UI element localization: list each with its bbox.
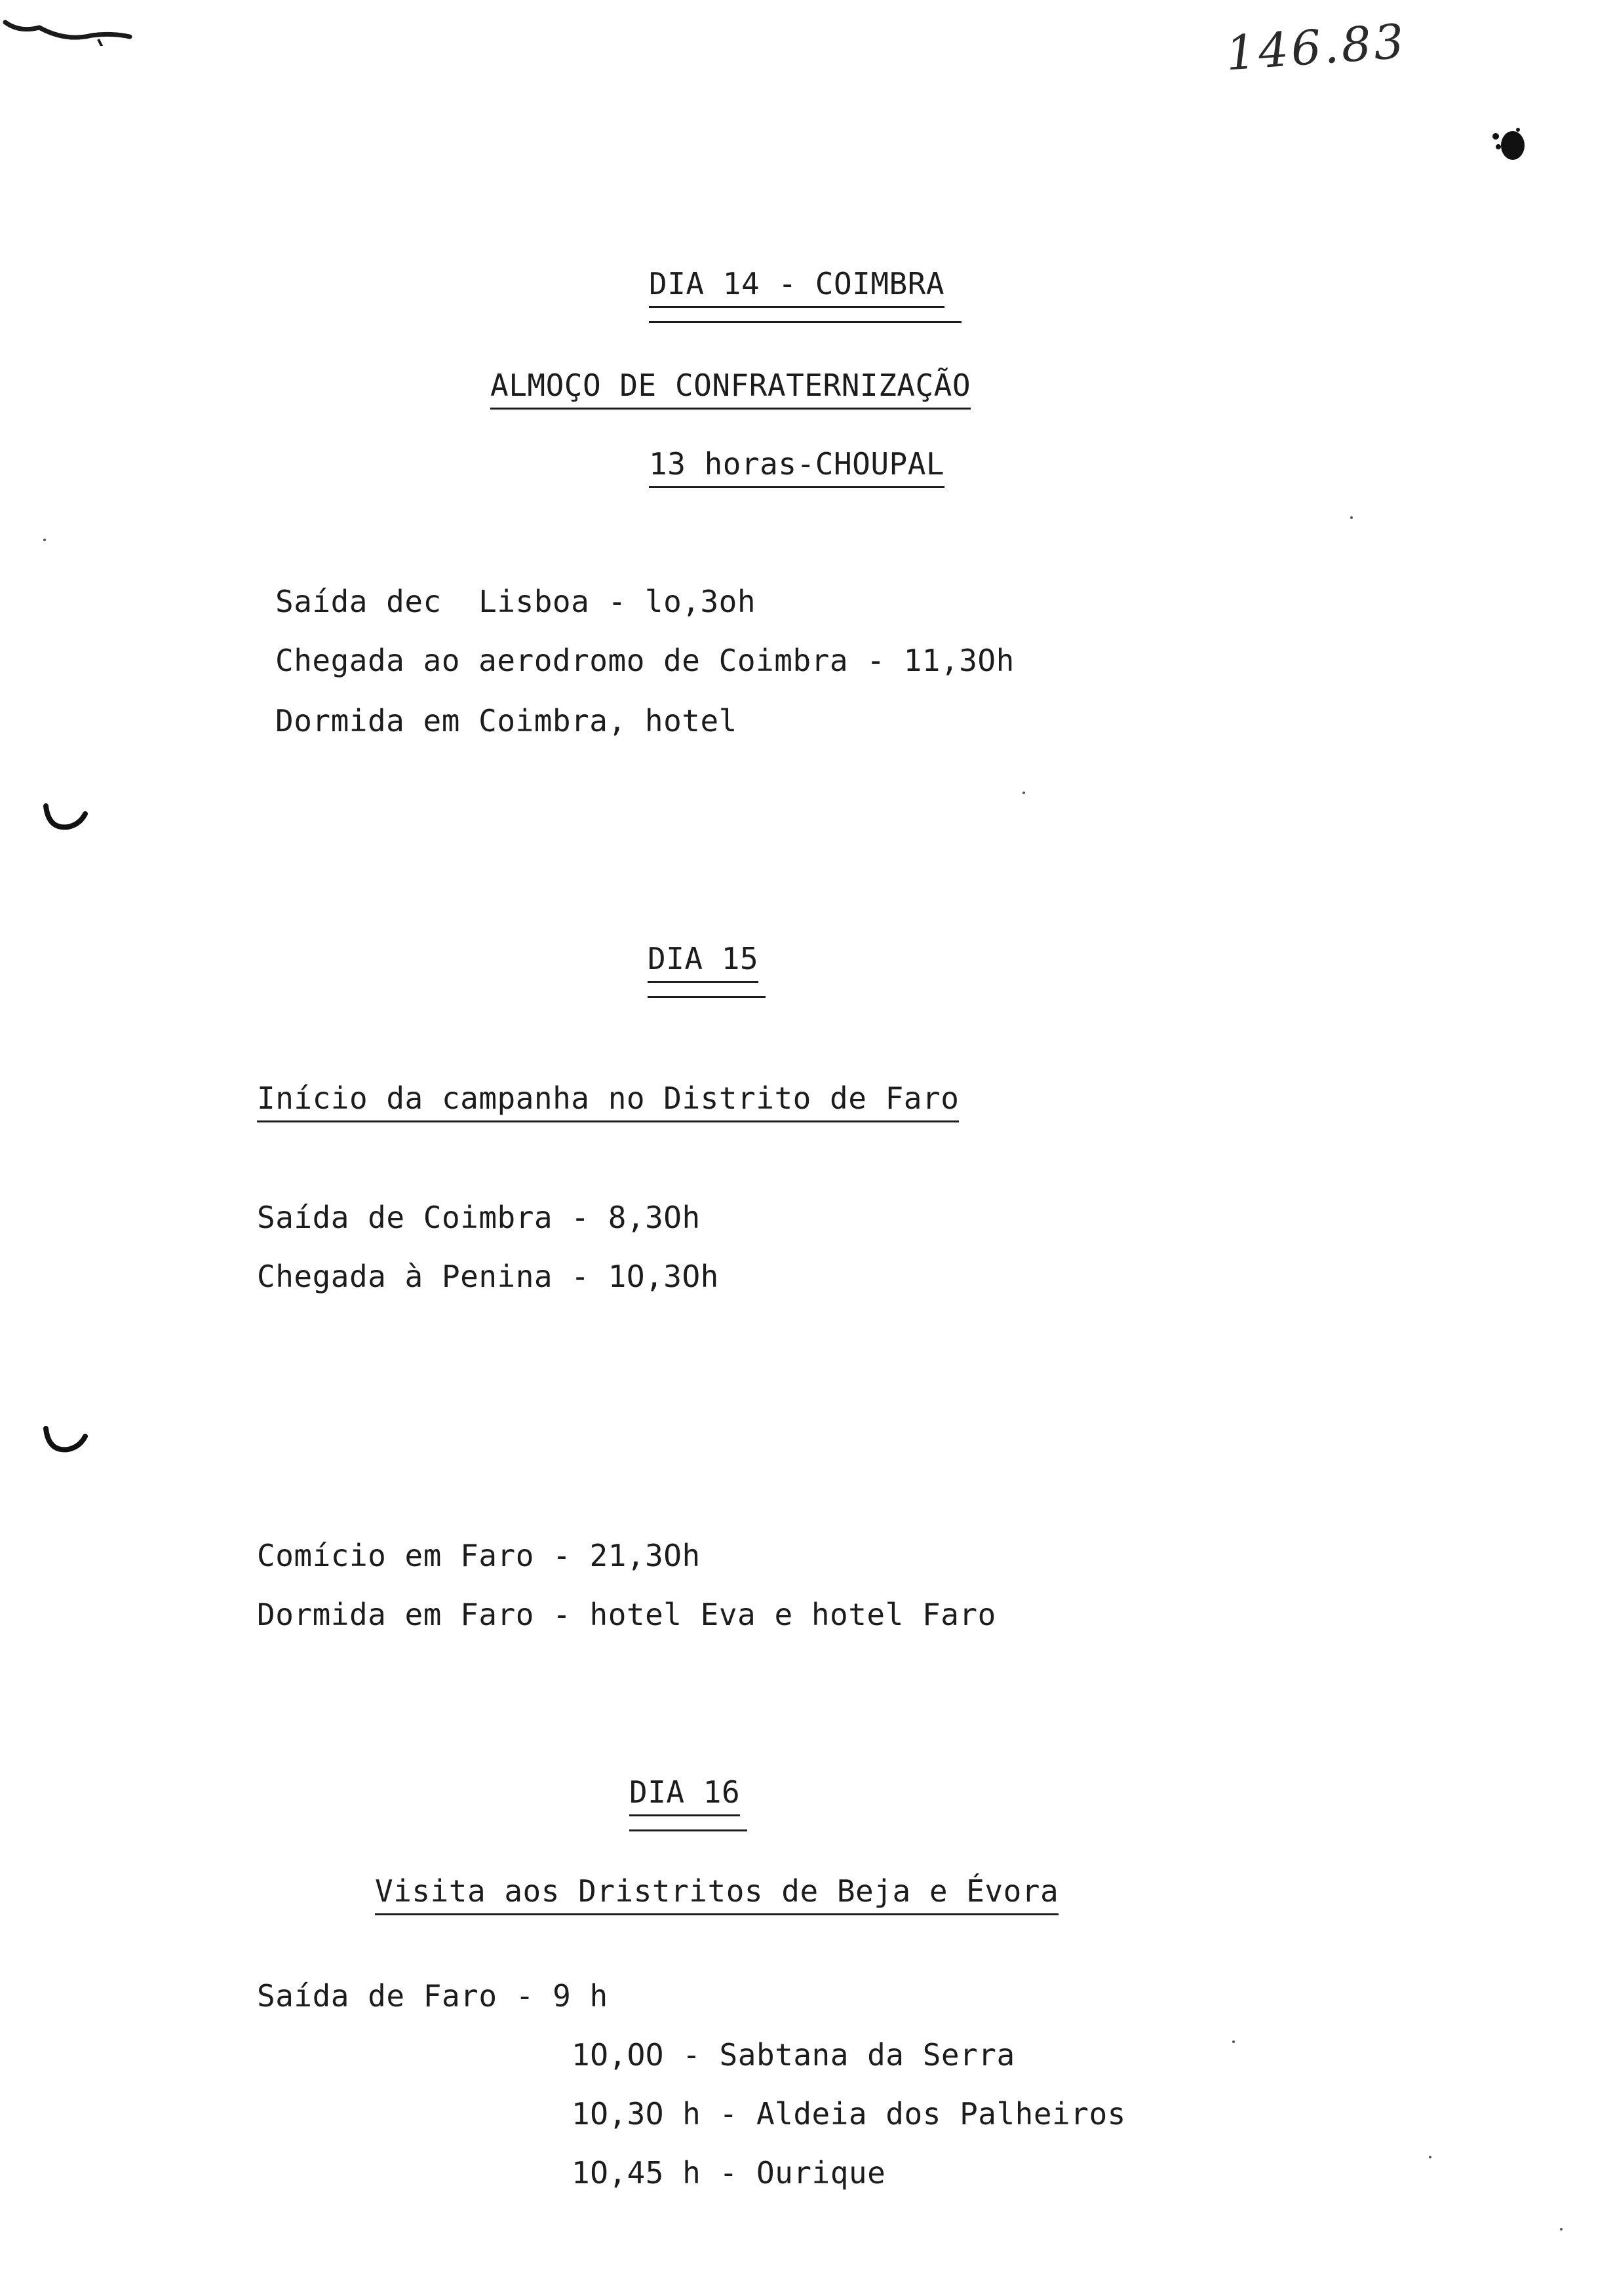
scan-speck <box>1232 2040 1235 2043</box>
dia16-subtitle: Visita aos Dristritos de Beja e Évora <box>375 1873 1059 1915</box>
dia14-line-lodging: Dormida em Coimbra, hotel <box>275 703 737 738</box>
dia16-stop: 1O,OO - Sabtana da Serra <box>572 2037 1015 2073</box>
dia15-line-rally: Comício em Faro - 21,3Oh <box>257 1538 701 1573</box>
dia15-heading: DIA 15 <box>648 940 758 983</box>
punch-hole-mark-upper <box>39 799 92 839</box>
dia15-line-lodging: Dormida em Faro - hotel Eva e hotel Faro <box>257 1597 996 1632</box>
dia16-line-departure: Saída de Faro - 9 h <box>257 1978 608 2014</box>
dia16-stop: 1O,45 h - Ourique <box>572 2155 886 2191</box>
scan-speck <box>1429 2156 1431 2158</box>
dia16-heading: DIA 16 <box>629 1774 740 1816</box>
scan-speck <box>1350 516 1353 519</box>
dia14-time-place: 13 horas-CHOUPAL <box>649 446 944 488</box>
top-left-scan-mark <box>0 13 138 46</box>
scan-speck <box>43 539 46 541</box>
dia15-line-arrival: Chegada à Penina - 1O,3Oh <box>257 1259 719 1294</box>
handwritten-reference-note: 146.83 <box>1224 13 1409 81</box>
scan-speck <box>1560 2228 1563 2230</box>
dia16-stop: 1O,3O h - Aldeia dos Palheiros <box>572 2096 1126 2132</box>
dia16-heading-second-underline <box>629 1829 747 1831</box>
punch-hole-mark-lower <box>39 1422 92 1461</box>
dia15-heading-second-underline <box>648 996 766 998</box>
dia14-heading-second-underline <box>649 321 962 323</box>
dia15-subtitle: Início da campanha no Distrito de Faro <box>257 1080 959 1122</box>
dia14-line-arrival: Chegada ao aerodromo de Coimbra - 11,3Oh <box>275 643 1015 678</box>
dia14-heading: DIA 14 - COIMBRA <box>649 265 944 308</box>
dia15-line-departure: Saída de Coimbra - 8,3Oh <box>257 1200 701 1235</box>
dia14-line-departure: Saída dec Lisboa - lo,3oh <box>275 584 756 619</box>
dia14-event: ALMOÇO DE CONFRATERNIZAÇÃO <box>490 367 971 410</box>
ink-blot <box>1487 122 1532 168</box>
scan-speck <box>1022 792 1025 794</box>
